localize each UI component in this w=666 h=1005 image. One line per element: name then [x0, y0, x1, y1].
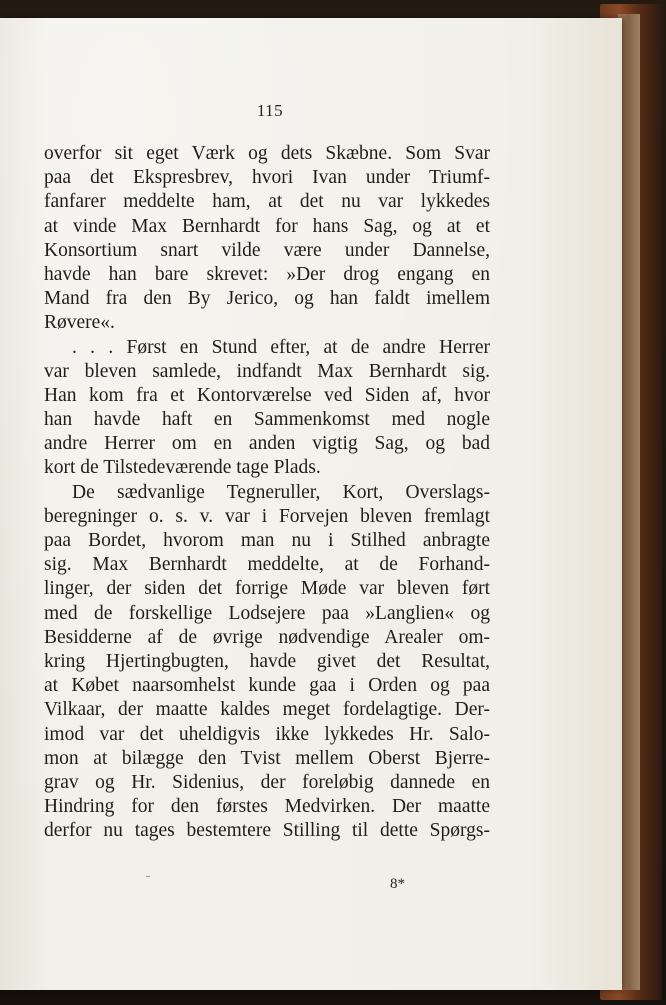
text-line: De sædvanlige Tegneruller, Kort, Overslags- — [72, 481, 490, 503]
text-line: . . . Først en Stund efter, at de andre Herrer — [72, 336, 490, 358]
text-line: han havde haft en Sammenkomst med nogle — [44, 409, 490, 431]
text-line: fanfarer meddelte ham, at det nu var lykkedes — [44, 191, 490, 213]
text-line: Vilkaar, der maatte kaldes meget fordelagtige. Der- — [44, 699, 490, 721]
signature-mark: 8* — [390, 876, 405, 892]
body-text — [44, 142, 490, 843]
text-line: sig. Max Bernhardt meddelte, at de Forhand- — [44, 554, 490, 576]
text-line: at vinde Max Bernhardt for hans Sag, og at et — [44, 215, 490, 237]
text-line: grav og Hr. Sidenius, der foreløbig dannede en — [44, 771, 490, 793]
text-line: overfor sit eget Værk og dets Skæbne. Som Svar — [44, 143, 490, 164]
text-line: beregninger o. s. v. var i Forvejen bleven fremlagt — [44, 505, 490, 527]
text-line: paa det Ekspresbrev, hvori Ivan under Triumf- — [44, 167, 490, 189]
text-line: med de forskellige Lodsejere paa »Langlien« og — [44, 602, 490, 624]
text-line: Han kom fra et Kontorværelse ved Siden af, hvor — [44, 384, 490, 406]
text-line: imod var det uheldigvis ikke lykkedes Hr. Salo- — [44, 723, 490, 745]
text-line: Hindring for den førstes Medvirken. Der maatte — [44, 796, 490, 818]
text-line: andre Herrer om en anden vigtig Sag, og bad — [44, 433, 490, 455]
print-dash-mark — [146, 876, 150, 877]
text-line: var bleven samlede, indfandt Max Bernhardt sig. — [44, 360, 490, 382]
text-line: at Købet naarsomhelst kunde gaa i Orden og paa — [44, 675, 490, 697]
text-line: kring Hjertingbugten, havde givet det Resultat, — [44, 650, 490, 672]
page-number: 115 — [256, 101, 284, 120]
text-line: linger, der siden det forrige Møde var bleven ført — [44, 578, 490, 600]
text-line: kort de Tilstedeværende tage Plads. — [44, 457, 321, 479]
book-page — [0, 18, 622, 990]
text-line: derfor nu tages bestemtere Stilling til dette Spørgs- — [44, 820, 490, 842]
text-line: Røvere«. — [44, 312, 115, 334]
text-line: paa Bordet, hvorom man nu i Stilhed anbragte — [44, 530, 490, 551]
text-line: havde han bare skrevet: »Der drog engang en — [44, 263, 490, 285]
text-line: mon at bilægge den Tvist mellem Oberst Bjerre- — [44, 747, 490, 769]
text-line: Besidderne af de øvrige nødvendige Arealer om- — [44, 626, 490, 648]
text-line: Mand fra den By Jerico, og han faldt imellem — [44, 288, 490, 310]
text-line: Konsortium snart vilde være under Dannelse, — [44, 239, 490, 261]
